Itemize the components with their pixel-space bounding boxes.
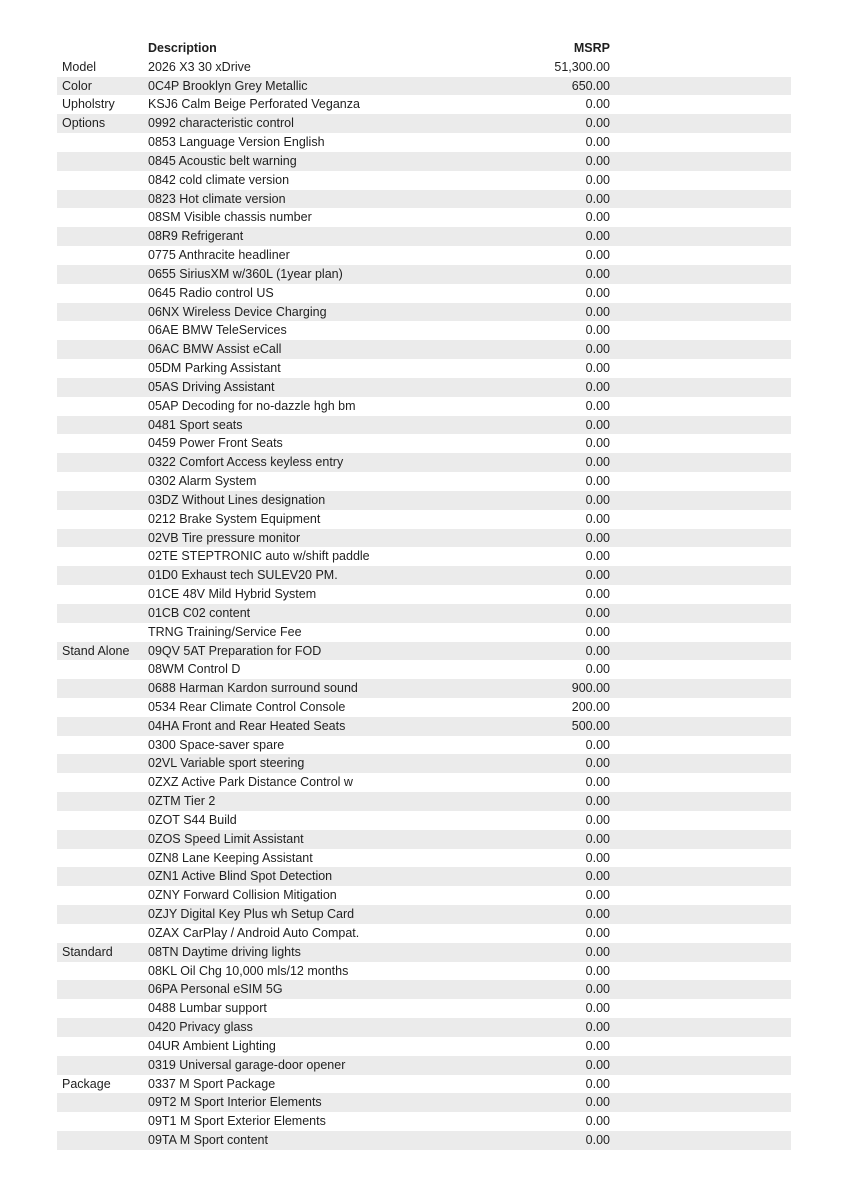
row-msrp-value: 0.00 — [585, 869, 610, 884]
table-row — [57, 679, 791, 698]
row-description: 2026 X3 30 xDrive — [148, 59, 251, 74]
row-description: 0775 Anthracite headliner — [148, 248, 290, 263]
table-row — [57, 811, 791, 830]
row-description: 01CE 48V Mild Hybrid System — [148, 587, 317, 602]
row-category-label: Stand Alone — [62, 643, 130, 658]
table-row — [57, 397, 791, 416]
row-msrp-value: 0.00 — [585, 97, 610, 112]
row-msrp-value: 0.00 — [585, 436, 610, 451]
row-msrp-value: 0.00 — [585, 474, 610, 489]
table-row — [57, 1075, 791, 1094]
row-description: 0ZTM Tier 2 — [148, 794, 216, 809]
table-row — [57, 510, 791, 529]
row-category-label: Standard — [62, 944, 113, 959]
row-description: 0C4P Brooklyn Grey Metallic — [148, 78, 308, 93]
row-category-label: Options — [62, 116, 106, 131]
row-description: 0337 M Sport Package — [148, 1076, 276, 1091]
table-row — [57, 604, 791, 623]
table-row — [57, 1093, 791, 1112]
table-row — [57, 77, 791, 96]
table-row — [57, 660, 791, 679]
table-row — [57, 980, 791, 999]
row-description: 0212 Brake System Equipment — [148, 511, 321, 526]
row-msrp-value: 0.00 — [585, 587, 610, 602]
row-msrp-value: 0.00 — [585, 323, 610, 338]
table-row — [57, 208, 791, 227]
row-msrp-value: 0.00 — [585, 1076, 610, 1091]
table-row — [57, 491, 791, 510]
row-msrp-value: 0.00 — [585, 304, 610, 319]
header-msrp: MSRP — [573, 41, 610, 55]
row-msrp-value: 0.00 — [585, 1038, 610, 1053]
row-description: 0534 Rear Climate Control Console — [148, 699, 346, 714]
row-category-label: Upholstry — [62, 97, 115, 112]
row-msrp-value: 0.00 — [585, 135, 610, 150]
table-row — [57, 246, 791, 265]
row-description: 02VB Tire pressure monitor — [148, 530, 301, 545]
row-description: 02TE STEPTRONIC auto w/shift paddle — [148, 549, 370, 564]
row-msrp-value: 0.00 — [585, 831, 610, 846]
row-msrp-value: 0.00 — [585, 812, 610, 827]
table-row — [57, 773, 791, 792]
row-msrp-value: 0.00 — [585, 643, 610, 658]
row-msrp-value: 0.00 — [585, 153, 610, 168]
table-row — [57, 95, 791, 114]
table-row — [57, 830, 791, 849]
table-row — [57, 736, 791, 755]
row-description: 08TN Daytime driving lights — [148, 944, 301, 959]
table-row — [57, 190, 791, 209]
row-category-label: Color — [62, 78, 92, 93]
table-row — [57, 133, 791, 152]
table-row — [57, 566, 791, 585]
table-row — [57, 378, 791, 397]
row-description: 0ZOS Speed Limit Assistant — [148, 831, 304, 846]
row-description: TRNG Training/Service Fee — [148, 624, 302, 639]
row-msrp-value: 0.00 — [585, 248, 610, 263]
table-row — [57, 529, 791, 548]
row-msrp-value: 0.00 — [585, 417, 610, 432]
row-msrp-value: 0.00 — [585, 963, 610, 978]
table-row — [57, 886, 791, 905]
table-row — [57, 999, 791, 1018]
row-description: 0488 Lumbar support — [148, 1001, 267, 1016]
row-msrp-value: 0.00 — [585, 1001, 610, 1016]
table-row — [57, 284, 791, 303]
row-msrp-value: 0.00 — [585, 530, 610, 545]
row-description: 0ZXZ Active Park Distance Control w — [148, 775, 353, 790]
row-description: 06AC BMW Assist eCall — [148, 342, 282, 357]
row-msrp-value: 0.00 — [585, 775, 610, 790]
row-description: 0ZJY Digital Key Plus wh Setup Card — [148, 907, 355, 922]
row-description: 08WM Control D — [148, 662, 241, 677]
row-msrp-value: 0.00 — [585, 285, 610, 300]
row-msrp-value: 0.00 — [585, 1114, 610, 1129]
row-msrp-value: 0.00 — [585, 455, 610, 470]
row-msrp-value: 0.00 — [585, 398, 610, 413]
table-body — [57, 58, 791, 1150]
row-msrp-value: 0.00 — [585, 605, 610, 620]
table-row — [57, 152, 791, 171]
table-row — [57, 924, 791, 943]
row-msrp-value: 0.00 — [585, 172, 610, 187]
table-row — [57, 340, 791, 359]
row-description: 09QV 5AT Preparation for FOD — [148, 643, 322, 658]
row-category-label: Model — [62, 59, 97, 74]
table-row — [57, 359, 791, 378]
row-description: 08KL Oil Chg 10,000 mls/12 months — [148, 963, 349, 978]
row-description: 04UR Ambient Lighting — [148, 1038, 276, 1053]
row-description: 0481 Sport seats — [148, 417, 243, 432]
table-row — [57, 434, 791, 453]
row-msrp-value: 0.00 — [585, 379, 610, 394]
table-row — [57, 321, 791, 340]
table-header-row — [57, 39, 791, 58]
row-msrp-value: 0.00 — [585, 229, 610, 244]
row-description: 01D0 Exhaust tech SULEV20 PM. — [148, 568, 338, 583]
row-msrp-value: 0.00 — [585, 492, 610, 507]
table-row — [57, 547, 791, 566]
row-msrp-value: 900.00 — [571, 681, 610, 696]
table-row — [57, 943, 791, 962]
row-description: 0322 Comfort Access keyless entry — [148, 455, 344, 470]
row-msrp-value: 0.00 — [585, 794, 610, 809]
table-row — [57, 754, 791, 773]
table-row — [57, 1112, 791, 1131]
table-row — [57, 849, 791, 868]
header-description: Description — [148, 41, 217, 55]
row-description: 0ZAX CarPlay / Android Auto Compat. — [148, 925, 360, 940]
row-description: 0420 Privacy glass — [148, 1020, 253, 1035]
row-description: 0302 Alarm System — [148, 474, 257, 489]
row-msrp-value: 650.00 — [571, 78, 610, 93]
row-msrp-value: 0.00 — [585, 191, 610, 206]
table-row — [57, 867, 791, 886]
row-description: 0300 Space-saver spare — [148, 737, 285, 752]
row-description: 09T2 M Sport Interior Elements — [148, 1095, 322, 1110]
table-row — [57, 1037, 791, 1056]
row-description: 03DZ Without Lines designation — [148, 492, 326, 507]
row-description: 06PA Personal eSIM 5G — [148, 982, 283, 997]
table-row — [57, 1131, 791, 1150]
row-msrp-value: 0.00 — [585, 210, 610, 225]
row-description: 08SM Visible chassis number — [148, 210, 312, 225]
row-msrp-value: 0.00 — [585, 944, 610, 959]
table-row — [57, 265, 791, 284]
table-row — [57, 58, 791, 77]
row-description: 0688 Harman Kardon surround sound — [148, 681, 358, 696]
table-row — [57, 1056, 791, 1075]
row-description: 0645 Radio control US — [148, 285, 274, 300]
table-row — [57, 171, 791, 190]
table-row — [57, 717, 791, 736]
row-msrp-value: 500.00 — [571, 718, 610, 733]
row-msrp-value: 51,300.00 — [554, 59, 610, 74]
table-row — [57, 698, 791, 717]
row-msrp-value: 0.00 — [585, 1133, 610, 1148]
row-msrp-value: 0.00 — [585, 549, 610, 564]
row-msrp-value: 200.00 — [571, 699, 610, 714]
row-msrp-value: 0.00 — [585, 1057, 610, 1072]
row-msrp-value: 0.00 — [585, 1095, 610, 1110]
table-row — [57, 303, 791, 322]
row-category-label: Package — [62, 1076, 111, 1091]
row-description: 0ZN1 Active Blind Spot Detection — [148, 869, 333, 884]
table-row — [57, 642, 791, 661]
row-msrp-value: 0.00 — [585, 907, 610, 922]
table-row — [57, 792, 791, 811]
row-description: 05AS Driving Assistant — [148, 379, 275, 394]
table-row — [57, 585, 791, 604]
table-row — [57, 623, 791, 642]
row-msrp-value: 0.00 — [585, 737, 610, 752]
row-description: 09T1 M Sport Exterior Elements — [148, 1114, 326, 1129]
row-description: KSJ6 Calm Beige Perforated Veganza — [148, 97, 360, 112]
row-description: 05DM Parking Assistant — [148, 361, 281, 376]
row-description: 0823 Hot climate version — [148, 191, 286, 206]
row-description: 0ZN8 Lane Keeping Assistant — [148, 850, 313, 865]
row-msrp-value: 0.00 — [585, 342, 610, 357]
row-description: 0ZOT S44 Build — [148, 812, 237, 827]
row-description: 09TA M Sport content — [148, 1133, 268, 1148]
row-msrp-value: 0.00 — [585, 1020, 610, 1035]
row-description: 05AP Decoding for no-dazzle hgh bm — [148, 398, 356, 413]
row-description: 04HA Front and Rear Heated Seats — [148, 718, 346, 733]
row-description: 0842 cold climate version — [148, 172, 290, 187]
vehicle-price-table — [57, 39, 791, 1150]
row-msrp-value: 0.00 — [585, 888, 610, 903]
row-description: 01CB C02 content — [148, 605, 251, 620]
row-msrp-value: 0.00 — [585, 266, 610, 281]
row-description: 0992 characteristic control — [148, 116, 294, 131]
table-row — [57, 416, 791, 435]
row-msrp-value: 0.00 — [585, 925, 610, 940]
table-row — [57, 472, 791, 491]
table-row — [57, 227, 791, 246]
table-row — [57, 1018, 791, 1037]
table-row — [57, 114, 791, 133]
row-msrp-value: 0.00 — [585, 568, 610, 583]
row-description: 0853 Language Version English — [148, 135, 325, 150]
row-description: 0845 Acoustic belt warning — [148, 153, 297, 168]
row-msrp-value: 0.00 — [585, 624, 610, 639]
table-row — [57, 453, 791, 472]
row-description: 0459 Power Front Seats — [148, 436, 283, 451]
row-msrp-value: 0.00 — [585, 982, 610, 997]
row-msrp-value: 0.00 — [585, 511, 610, 526]
row-msrp-value: 0.00 — [585, 756, 610, 771]
row-msrp-value: 0.00 — [585, 361, 610, 376]
row-description: 06NX Wireless Device Charging — [148, 304, 327, 319]
row-msrp-value: 0.00 — [585, 116, 610, 131]
row-msrp-value: 0.00 — [585, 850, 610, 865]
row-description: 02VL Variable sport steering — [148, 756, 305, 771]
table-row — [57, 905, 791, 924]
row-description: 06AE BMW TeleServices — [148, 323, 287, 338]
row-description: 0319 Universal garage-door opener — [148, 1057, 346, 1072]
row-msrp-value: 0.00 — [585, 662, 610, 677]
row-description: 08R9 Refrigerant — [148, 229, 244, 244]
row-description: 0655 SiriusXM w/360L (1year plan) — [148, 266, 343, 281]
row-description: 0ZNY Forward Collision Mitigation — [148, 888, 337, 903]
table-row — [57, 962, 791, 981]
